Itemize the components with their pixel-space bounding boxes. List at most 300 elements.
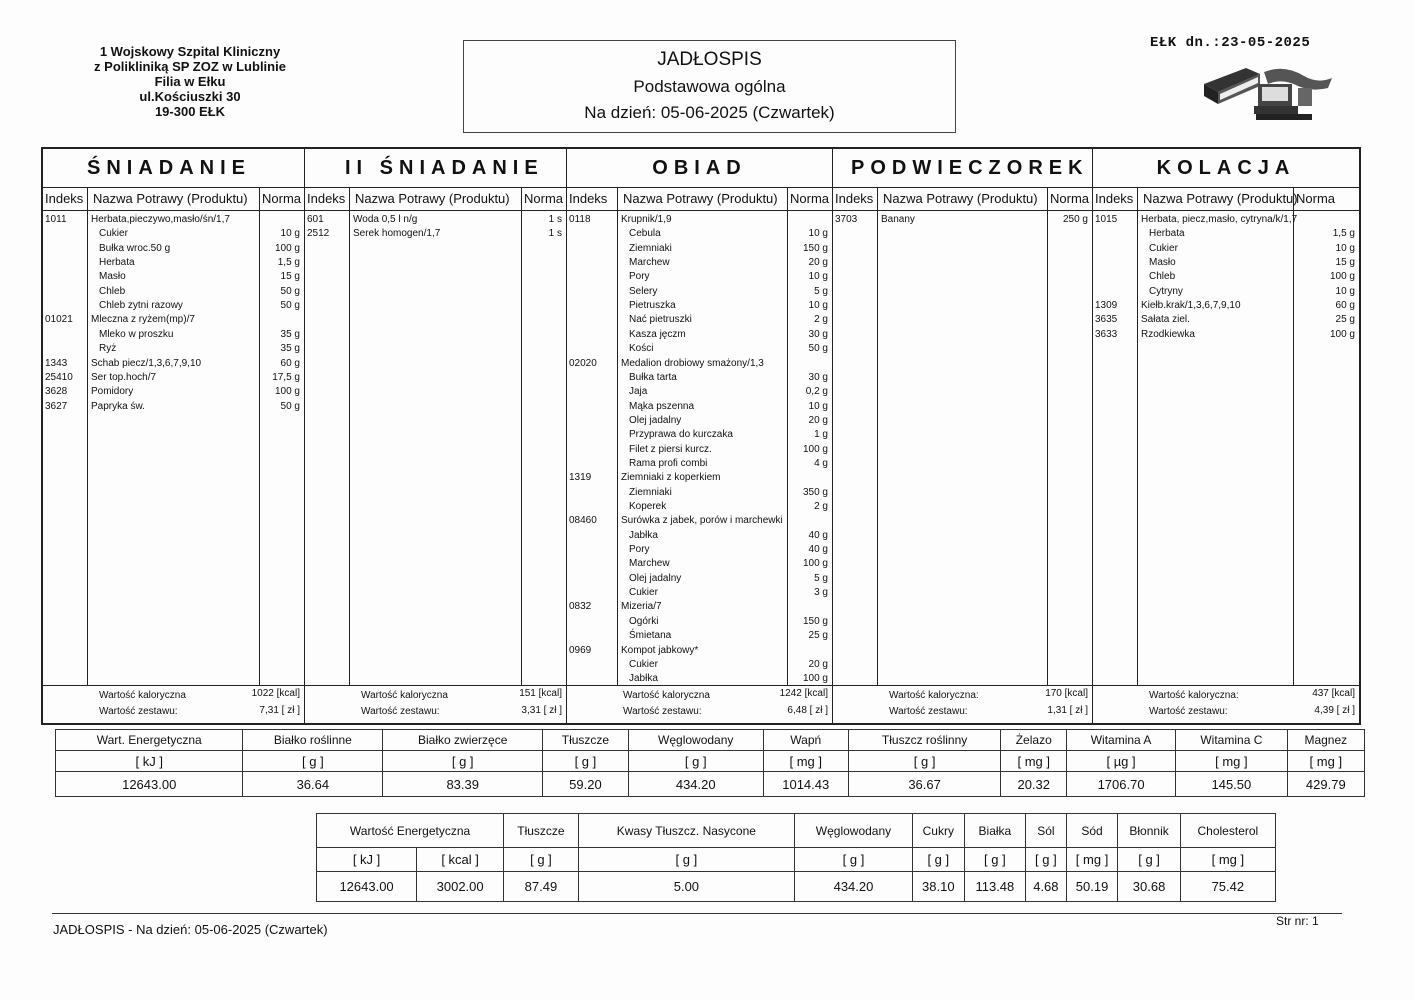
- index-header: Indeks: [45, 191, 84, 206]
- menu-item-row: [567, 572, 832, 586]
- menu-item-row: [567, 514, 832, 528]
- name-header: Nazwa Potrawy (Produktu): [1143, 191, 1298, 206]
- menu-item-row: [567, 400, 832, 414]
- item-norm: 3 g: [814, 587, 828, 599]
- footer-title: JADŁOSPIS - Na dzień: 05-06-2025 (Czwartek): [53, 922, 328, 937]
- item-norm: 250 g: [1062, 214, 1088, 225]
- menu-item-row: [567, 313, 832, 327]
- ingredient-name: Rama profi combi: [629, 457, 708, 469]
- ingredient-name: Bułka tarta: [629, 371, 677, 383]
- nutrient-header: Węglowodany: [628, 730, 763, 751]
- item-norm: 100 g: [802, 443, 828, 455]
- menu-item-row: [43, 299, 304, 313]
- nutrient-header: Wart. Energetyczna: [56, 730, 243, 751]
- nutrition-label-table: [316, 813, 1276, 902]
- dish-name: Surówka z jabek, porów i marchewki: [621, 515, 783, 527]
- nutrient-header: Tłuszcze: [504, 814, 579, 848]
- item-index: 3633: [1095, 328, 1118, 340]
- dish-name: Kompot jabkowy*: [621, 644, 699, 656]
- menu-item-row: [1093, 285, 1359, 299]
- ingredient-name: Kości: [629, 343, 654, 355]
- column-divider: [349, 187, 350, 686]
- item-norm: 40 g: [808, 529, 828, 541]
- item-norm: 60 g: [1335, 300, 1355, 312]
- menu-item-row: [567, 357, 832, 371]
- ingredient-name: Mleko w proszku: [99, 328, 174, 340]
- nutrient-header: Cholesterol: [1180, 814, 1275, 848]
- calorie-label: Wartość kaloryczna: [361, 690, 448, 701]
- item-index: 0832: [569, 601, 592, 613]
- item-norm: 2 g: [814, 501, 828, 512]
- nutrient-header: Witamina A: [1067, 730, 1176, 751]
- menu-item-row: [1093, 213, 1359, 227]
- nutrient-header: Kwasy Tłuszcz. Nasycone: [578, 814, 794, 848]
- item-norm: 35 g: [280, 328, 300, 340]
- menu-item-row: [1093, 242, 1359, 256]
- cost-value: 6,48 [ zł ]: [787, 705, 828, 716]
- ingredient-name: Ziemniaki: [629, 486, 672, 498]
- calorie-label: Wartość kaloryczna: [623, 690, 710, 701]
- nutrient-unit: [ g ]: [543, 751, 629, 772]
- name-header: Nazwa Potrawy (Produktu): [883, 191, 1038, 206]
- item-norm: 1,5 g: [277, 257, 300, 269]
- menu-item-row: [567, 242, 832, 256]
- column-divider: [1047, 187, 1048, 686]
- nutrient-header: Witamina C: [1176, 730, 1287, 751]
- meal-title: OBIAD: [567, 149, 832, 188]
- menu-item-row: [567, 428, 832, 442]
- menu-item-row: [1093, 299, 1359, 313]
- nutrient-unit: [ g ]: [578, 848, 794, 872]
- item-norm: 35 g: [280, 343, 300, 355]
- nutrient-unit: [ mg ]: [1066, 848, 1118, 872]
- ingredient-name: Kasza jęczm: [629, 328, 686, 340]
- nutrient-value: 5.00: [578, 872, 794, 902]
- nutrient-unit: [ g ]: [912, 848, 964, 872]
- ingredient-name: Marchew: [629, 257, 670, 269]
- column-headers: [567, 187, 832, 211]
- index-header: Indeks: [307, 191, 346, 206]
- item-norm: 17,5 g: [272, 371, 300, 383]
- menu-item-row: [305, 213, 566, 227]
- item-norm: 100 g: [1329, 271, 1355, 283]
- menu-item-row: [567, 615, 832, 629]
- nutrition-summary-table: [55, 729, 1365, 797]
- ingredient-name: Nać pietruszki: [629, 314, 692, 326]
- menu-item-row: [567, 414, 832, 428]
- cost-label: Wartość zestawu:: [623, 706, 702, 717]
- item-norm: 10 g: [280, 228, 300, 240]
- ingredient-name: Chleb: [99, 285, 126, 297]
- dish-name: Herbata,pieczywo,masło/śn/1,7: [91, 214, 230, 225]
- meal-title: KOLACJA: [1093, 149, 1359, 188]
- menu-item-row: [43, 328, 304, 342]
- nutrient-value: 145.50: [1176, 772, 1287, 797]
- nutrient-unit: [ g ]: [964, 848, 1025, 872]
- menu-item-row: [43, 342, 304, 356]
- item-index: 601: [307, 214, 324, 225]
- norm-header: Norma: [1050, 191, 1090, 206]
- nutrient-header: Żelazo: [1001, 730, 1067, 751]
- menu-item-row: [567, 213, 832, 227]
- meal-column: [567, 149, 833, 723]
- item-index: 2512: [307, 228, 330, 240]
- item-norm: 15 g: [1335, 257, 1355, 269]
- item-index: 08460: [569, 515, 597, 527]
- menu-item-row: [567, 342, 832, 356]
- meal-summary: [833, 685, 1092, 723]
- item-index: 0969: [569, 644, 592, 656]
- nutrient-unit: [ g ]: [504, 848, 579, 872]
- item-norm: 100 g: [802, 558, 828, 570]
- menu-title-box: [463, 40, 956, 133]
- nutrient-value: 38.10: [912, 872, 964, 902]
- item-norm: 25 g: [1335, 314, 1355, 326]
- nutrient-unit: [ µg ]: [1067, 751, 1176, 772]
- item-index: 1015: [1095, 214, 1118, 225]
- item-norm: 50 g: [280, 300, 300, 312]
- item-norm: 30 g: [808, 328, 828, 340]
- menu-item-row: [567, 600, 832, 614]
- nutrient-header: Białko roślinne: [243, 730, 383, 751]
- name-header: Nazwa Potrawy (Produktu): [93, 191, 248, 206]
- calorie-value: 151 [kcal]: [519, 688, 562, 699]
- item-index: 1319: [569, 472, 592, 484]
- ingredient-name: Bułka wroc.50 g: [99, 242, 171, 254]
- cost-label: Wartość zestawu:: [889, 706, 968, 717]
- meal-summary: [43, 685, 304, 723]
- item-norm: 100 g: [274, 242, 300, 254]
- nutrient-unit: [ g ]: [848, 751, 1001, 772]
- menu-item-row: [567, 471, 832, 485]
- dish-name: Ziemniaki z koperkiem: [621, 472, 721, 484]
- ingredient-name: Ziemniaki: [629, 242, 672, 254]
- nutrient-value: 59.20: [543, 772, 629, 797]
- nutrient-header: Białka: [964, 814, 1025, 848]
- name-header: Nazwa Potrawy (Produktu): [355, 191, 510, 206]
- menu-item-row: [567, 443, 832, 457]
- book-computer-icon: [1198, 62, 1338, 124]
- cost-value: 7,31 [ zł ]: [259, 705, 300, 716]
- item-norm: 350 g: [802, 486, 828, 498]
- nutrient-unit: [ mg ]: [1287, 751, 1364, 772]
- document-title: JADŁOSPIS: [657, 49, 762, 70]
- menu-item-row: [567, 500, 832, 514]
- ingredient-name: Cukier: [99, 228, 128, 240]
- dish-name: Banany: [881, 214, 915, 225]
- column-divider: [521, 187, 522, 686]
- item-index: 1011: [45, 214, 67, 225]
- nutrient-value: 30.68: [1118, 872, 1180, 902]
- meal-column: [43, 149, 305, 723]
- energy-value: 3002.00: [417, 872, 504, 902]
- cost-value: 4,39 [ zł ]: [1314, 705, 1355, 716]
- nutrient-value: 1014.43: [763, 772, 848, 797]
- menu-item-row: [43, 400, 304, 414]
- calorie-label: Wartość kaloryczna: [99, 690, 186, 701]
- item-norm: 10 g: [808, 228, 828, 240]
- norm-header: Norma: [790, 191, 830, 206]
- nutrient-header: Cukry: [912, 814, 964, 848]
- column-headers: [43, 187, 304, 211]
- nutrient-unit: [ g ]: [1118, 848, 1180, 872]
- menu-item-row: [567, 270, 832, 284]
- item-norm: 20 g: [808, 414, 828, 426]
- item-index: 02020: [569, 357, 597, 369]
- nutrient-header: Tłuszcze: [543, 730, 629, 751]
- menu-item-row: [43, 313, 304, 327]
- nutrient-header: Magnez: [1287, 730, 1364, 751]
- ingredient-name: Cytryny: [1149, 285, 1183, 297]
- menu-item-row: [833, 213, 1092, 227]
- dish-name: Papryka św.: [91, 400, 145, 412]
- menu-item-row: [1093, 313, 1359, 327]
- item-norm: 100 g: [802, 673, 828, 685]
- nutrient-value: 36.64: [243, 772, 383, 797]
- hospital-line: z Polikliniką SP ZOZ w Lublinie: [94, 59, 286, 74]
- ingredient-name: Masło: [1149, 257, 1176, 269]
- item-index: 0118: [569, 214, 591, 225]
- item-norm: 50 g: [808, 343, 828, 355]
- menu-item-row: [567, 371, 832, 385]
- name-header: Nazwa Potrawy (Produktu): [623, 191, 778, 206]
- menu-item-row: [567, 629, 832, 643]
- item-index: 1343: [45, 357, 68, 369]
- cost-label: Wartość zestawu:: [1149, 706, 1228, 717]
- menu-item-row: [43, 242, 304, 256]
- meal-title: ŚNIADANIE: [43, 149, 304, 188]
- item-norm: 1 s: [548, 228, 562, 240]
- item-norm: 50 g: [280, 400, 300, 412]
- menu-item-row: [305, 227, 566, 241]
- nutrient-value: 36.67: [848, 772, 1001, 797]
- ingredient-name: Olej jadalny: [629, 572, 682, 584]
- item-norm: 30 g: [808, 371, 828, 383]
- item-norm: 150 g: [802, 242, 828, 254]
- menu-item-row: [567, 385, 832, 399]
- menu-item-row: [43, 213, 304, 227]
- ingredient-name: Filet z piersi kurcz.: [629, 443, 712, 455]
- ingredient-name: Marchew: [629, 558, 670, 570]
- nutrient-value: 12643.00: [56, 772, 243, 797]
- norm-header: Norma: [262, 191, 302, 206]
- item-norm: 0,2 g: [805, 386, 828, 398]
- index-header: Indeks: [835, 191, 874, 206]
- ingredient-name: Jabłka: [629, 673, 658, 685]
- menu-item-row: [567, 328, 832, 342]
- item-norm: 5 g: [814, 572, 828, 584]
- menu-item-row: [567, 543, 832, 557]
- nutrient-unit: [ g ]: [795, 848, 913, 872]
- item-norm: 4 g: [814, 457, 828, 469]
- item-norm: 50 g: [280, 285, 300, 297]
- item-norm: 100 g: [1329, 328, 1355, 340]
- item-norm: 1 g: [814, 429, 828, 441]
- calorie-value: 170 [kcal]: [1045, 688, 1088, 699]
- item-norm: 25 g: [808, 630, 828, 642]
- item-index: 3627: [45, 400, 68, 412]
- nutrient-header: Sód: [1066, 814, 1118, 848]
- energy-header: Wartość Energetyczna: [317, 814, 504, 848]
- item-norm: 10 g: [1335, 242, 1355, 254]
- nutrient-value: 429.79: [1287, 772, 1364, 797]
- ingredient-name: Ryż: [99, 343, 117, 355]
- nutrient-value: 1706.70: [1067, 772, 1176, 797]
- nutrient-value: 20.32: [1001, 772, 1067, 797]
- nutrient-unit: [ g ]: [628, 751, 763, 772]
- menu-item-row: [1093, 328, 1359, 342]
- ingredient-name: Cukier: [629, 658, 658, 670]
- nutrient-value: 83.39: [383, 772, 543, 797]
- norm-header: Norma: [1296, 191, 1336, 206]
- menu-item-row: [567, 285, 832, 299]
- menu-item-row: [567, 256, 832, 270]
- menu-item-row: [567, 457, 832, 471]
- meal-column: [305, 149, 567, 723]
- item-norm: 10 g: [808, 400, 828, 412]
- calorie-value: 1022 [kcal]: [251, 688, 300, 699]
- nutrient-unit: [ mg ]: [1180, 848, 1275, 872]
- menu-item-row: [43, 371, 304, 385]
- ingredient-name: Cebula: [629, 228, 661, 240]
- dish-name: Rzodkiewka: [1141, 328, 1195, 340]
- menu-item-row: [567, 486, 832, 500]
- calorie-label: Wartość kaloryczna:: [889, 690, 979, 701]
- item-norm: 5 g: [814, 285, 828, 297]
- item-norm: 60 g: [280, 357, 300, 369]
- nutrient-unit: [ g ]: [243, 751, 383, 772]
- ingredient-name: Pory: [629, 544, 650, 556]
- ingredient-name: Pietruszka: [629, 300, 676, 312]
- nutrient-value: 75.42: [1180, 872, 1275, 902]
- ingredient-name: Cukier: [629, 587, 658, 599]
- menu-date: Na dzień: 05-06-2025 (Czwartek): [584, 103, 835, 122]
- ingredient-name: Przyprawa do kurczaka: [629, 429, 733, 441]
- nutrient-value: 50.19: [1066, 872, 1118, 902]
- energy-unit: [ kJ ]: [317, 848, 417, 872]
- dish-name: Schab piecz/1,3,6,7,9,10: [91, 357, 202, 369]
- dish-name: Pomidory: [91, 386, 134, 398]
- nutrient-value: 434.20: [628, 772, 763, 797]
- item-index: 1309: [1095, 300, 1118, 312]
- page-number: Str nr: 1: [1276, 914, 1319, 928]
- menu-item-row: [567, 557, 832, 571]
- column-divider: [877, 187, 878, 686]
- ingredient-name: Olej jadalny: [629, 414, 682, 426]
- place-date: EŁK dn.:23-05-2025: [1150, 35, 1311, 51]
- item-norm: 20 g: [808, 658, 828, 670]
- dish-name: Serek homogen/1,7: [353, 228, 441, 240]
- dish-name: Krupnik/1,9: [621, 214, 672, 225]
- nutrient-unit: [ mg ]: [763, 751, 848, 772]
- item-index: 25410: [45, 371, 73, 383]
- hospital-line: Filia w Ełku: [154, 74, 226, 89]
- item-norm: 2 g: [814, 314, 828, 326]
- menu-item-row: [1093, 270, 1359, 284]
- nutrient-value: 4.68: [1026, 872, 1067, 902]
- cost-value: 3,31 [ zł ]: [521, 705, 562, 716]
- index-header: Indeks: [1095, 191, 1134, 206]
- ingredient-name: Selery: [629, 285, 658, 297]
- cost-value: 1,31 [ zł ]: [1047, 705, 1088, 716]
- ingredient-name: Koperek: [629, 501, 667, 512]
- dish-name: Kiełb.krak/1,3,6,7,9,10: [1141, 300, 1241, 312]
- cost-label: Wartość zestawu:: [99, 706, 178, 717]
- ingredient-name: Jaja: [629, 386, 648, 398]
- nutrient-header: Tłuszcz roślinny: [848, 730, 1001, 751]
- meal-grid: [41, 147, 1361, 725]
- energy-value: 12643.00: [317, 872, 417, 902]
- nutrient-value: 434.20: [795, 872, 913, 902]
- nutrient-header: Węglowodany: [795, 814, 913, 848]
- meal-title: II ŚNIADANIE: [305, 149, 566, 188]
- menu-item-row: [567, 644, 832, 658]
- meal-summary: [1093, 685, 1359, 723]
- hospital-line: 1 Wojskowy Szpital Kliniczny: [99, 44, 281, 59]
- ingredient-name: Pory: [629, 271, 650, 283]
- item-norm: 10 g: [1335, 285, 1355, 297]
- nutrient-header: Białko zwierzęce: [383, 730, 543, 751]
- menu-item-row: [43, 285, 304, 299]
- calorie-label: Wartość kaloryczna:: [1149, 690, 1239, 701]
- menu-item-row: [567, 227, 832, 241]
- calorie-value: 437 [kcal]: [1312, 688, 1355, 699]
- menu-item-row: [43, 227, 304, 241]
- meal-column: [1093, 149, 1359, 723]
- item-norm: 100 g: [274, 386, 300, 398]
- item-norm: 15 g: [280, 271, 300, 283]
- energy-unit: [ kcal ]: [417, 848, 504, 872]
- item-norm: 1,5 g: [1332, 228, 1355, 240]
- calorie-value: 1242 [kcal]: [779, 688, 828, 699]
- hospital-address: [40, 44, 340, 119]
- menu-item-row: [567, 529, 832, 543]
- dish-name: Herbata, piecz,masło, cytryna/k/1,7: [1141, 214, 1298, 225]
- item-norm: 10 g: [808, 271, 828, 283]
- dish-name: Mleczna z ryżem(mp)/7: [91, 314, 195, 326]
- dish-name: Mizeria/7: [621, 601, 662, 613]
- nutrient-header: Sól: [1026, 814, 1067, 848]
- item-index: 3635: [1095, 314, 1118, 326]
- ingredient-name: Herbata: [1149, 228, 1185, 240]
- dish-name: Medalion drobiowy smażony/1,3: [621, 357, 764, 369]
- item-index: 01021: [45, 314, 73, 326]
- norm-header: Norma: [524, 191, 564, 206]
- nutrient-header: Wapń: [763, 730, 848, 751]
- item-index: 3628: [45, 386, 68, 398]
- diet-name: Podstawowa ogólna: [633, 77, 786, 96]
- ingredient-name: Mąka pszenna: [629, 400, 695, 412]
- meal-column: [833, 149, 1093, 723]
- item-norm: 10 g: [808, 300, 828, 312]
- item-norm: 20 g: [808, 257, 828, 269]
- hospital-line: 19-300 EŁK: [154, 104, 226, 119]
- ingredient-name: Chleb zytni razowy: [99, 300, 183, 312]
- footer-divider: [52, 913, 1342, 914]
- menu-item-row: [43, 270, 304, 284]
- menu-item-row: [567, 586, 832, 600]
- item-index: 3703: [835, 214, 858, 225]
- menu-item-row: [567, 658, 832, 672]
- item-norm: 1 s: [548, 214, 562, 225]
- menu-item-row: [43, 385, 304, 399]
- meal-summary: [567, 685, 832, 723]
- ingredient-name: Cukier: [1149, 242, 1178, 254]
- nutrient-unit: [ mg ]: [1001, 751, 1067, 772]
- menu-item-row: [1093, 227, 1359, 241]
- nutrient-unit: [ kJ ]: [56, 751, 243, 772]
- nutrient-header: Błonnik: [1118, 814, 1180, 848]
